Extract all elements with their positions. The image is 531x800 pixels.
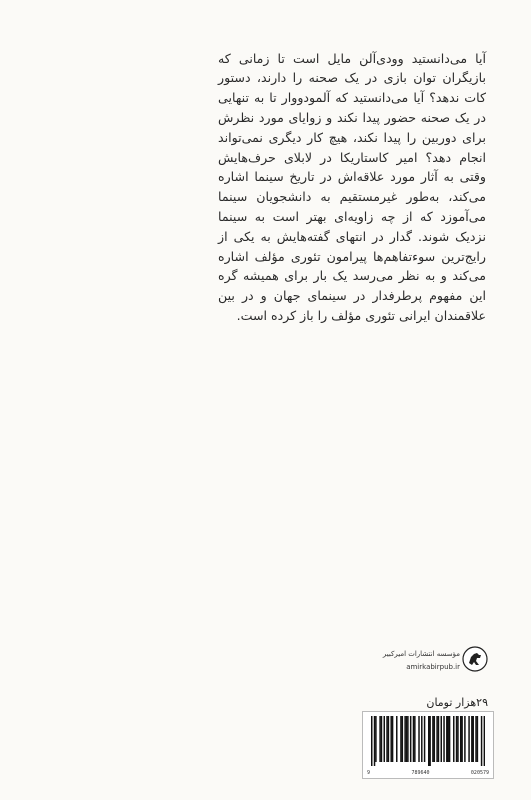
barcode-bar: [436, 716, 437, 762]
barcode-bar: [477, 716, 478, 762]
barcode-bar: [434, 716, 435, 762]
barcode-bar: [429, 716, 430, 766]
barcode-bar: [404, 716, 405, 762]
barcode-bar: [441, 716, 442, 762]
barcode-bar: [456, 716, 457, 762]
barcode-bar: [468, 716, 469, 762]
barcode-bar: [461, 716, 462, 762]
barcode-bars: [371, 716, 485, 766]
barcode-bar: [453, 716, 454, 762]
barcode-bar: [384, 716, 385, 762]
barcode-bar: [471, 716, 472, 762]
barcode-bar: [460, 716, 461, 762]
barcode-bar: [386, 716, 387, 762]
barcode-bar: [390, 716, 391, 762]
barcode-bar: [457, 716, 458, 762]
barcode-bar: [464, 716, 465, 762]
barcode-bar: [392, 716, 393, 762]
barcode-bar: [475, 716, 476, 762]
barcode-bar: [447, 716, 448, 762]
barcode-bar: [424, 716, 425, 762]
barcode-bar: [443, 716, 444, 762]
barcode-bar: [484, 716, 485, 766]
barcode-bar: [371, 716, 372, 766]
barcode-bar: [402, 716, 403, 762]
barcode-bar: [481, 716, 482, 766]
publisher-mark: [372, 644, 488, 686]
barcode-bar: [428, 716, 429, 766]
barcode-bar: [472, 716, 473, 762]
price-label: ۲۹هزار تومان: [426, 696, 488, 709]
barcode-bar: [400, 716, 401, 762]
isbn-barcode: [362, 711, 494, 779]
barcode-bar: [413, 716, 414, 762]
barcode-bar: [379, 716, 380, 762]
publisher-url: amirkabirpub.ir: [406, 663, 460, 671]
barcode-bar: [449, 716, 450, 762]
barcode-bar: [432, 716, 433, 762]
barcode-bar: [381, 716, 382, 762]
blurb-paragraph: آیا می‌دانستید وودی‌آلن مایل است تا زمانی که بازیگران توان بازی در یک صحنه را دارند، دستور کات ندهد؟ آیا می‌دانستید که آلمودووار تا به تنهایی در یک صحنه حضور پیدا نکند و زوایای مورد نظرش برای دوربین را پیدا نکند، هیچ کار دیگری نمی‌تواند انجام دهد؟ امیر کاستاریکا در لابلای حرف‌هایش وقتی به آثار مورد علاقه‌اش در تاریخ سینما اشاره می‌کند، به‌طور غیرمستقیم به دانشجویان سینما می‌آموزد که از چه زاویه‌ای بهتر است به سینما نزدیک شوند. گدار در انتهای گفته‌هایش به یکی از رایج‌ترین سوءتفاهم‌ها پیرامون تئوری مؤلف اشاره می‌کند و به نظر می‌رسد یک بار برای همیشه گره این مفهوم پرطرفدار در سینمای جهان و در بین علاقمندان ایرانی تئوری مؤلف را باز کرده است.: [218, 50, 486, 323]
barcode-bar: [421, 716, 422, 762]
barcode-bar: [388, 716, 389, 762]
publisher-name: مؤسسه انتشارات امیرکبیر: [382, 650, 460, 658]
barcode-bar: [414, 716, 415, 762]
barcode-bar: [446, 716, 447, 762]
barcode-digit-group: 020579: [470, 770, 489, 776]
barcode-digits: [367, 770, 489, 776]
barcode-bar: [410, 716, 411, 762]
barcode-bar: [396, 716, 397, 762]
barcode-bar: [438, 716, 439, 762]
barcode-digit-group: 789640: [411, 770, 430, 776]
barcode-bar: [375, 716, 376, 762]
barcode-digit-group: 9: [367, 770, 371, 776]
barcode-bar: [406, 716, 407, 762]
barcode-bar: [407, 716, 408, 762]
horse-emblem-icon: [462, 646, 488, 672]
barcode-bar: [374, 716, 375, 766]
barcode-bar: [418, 716, 419, 762]
